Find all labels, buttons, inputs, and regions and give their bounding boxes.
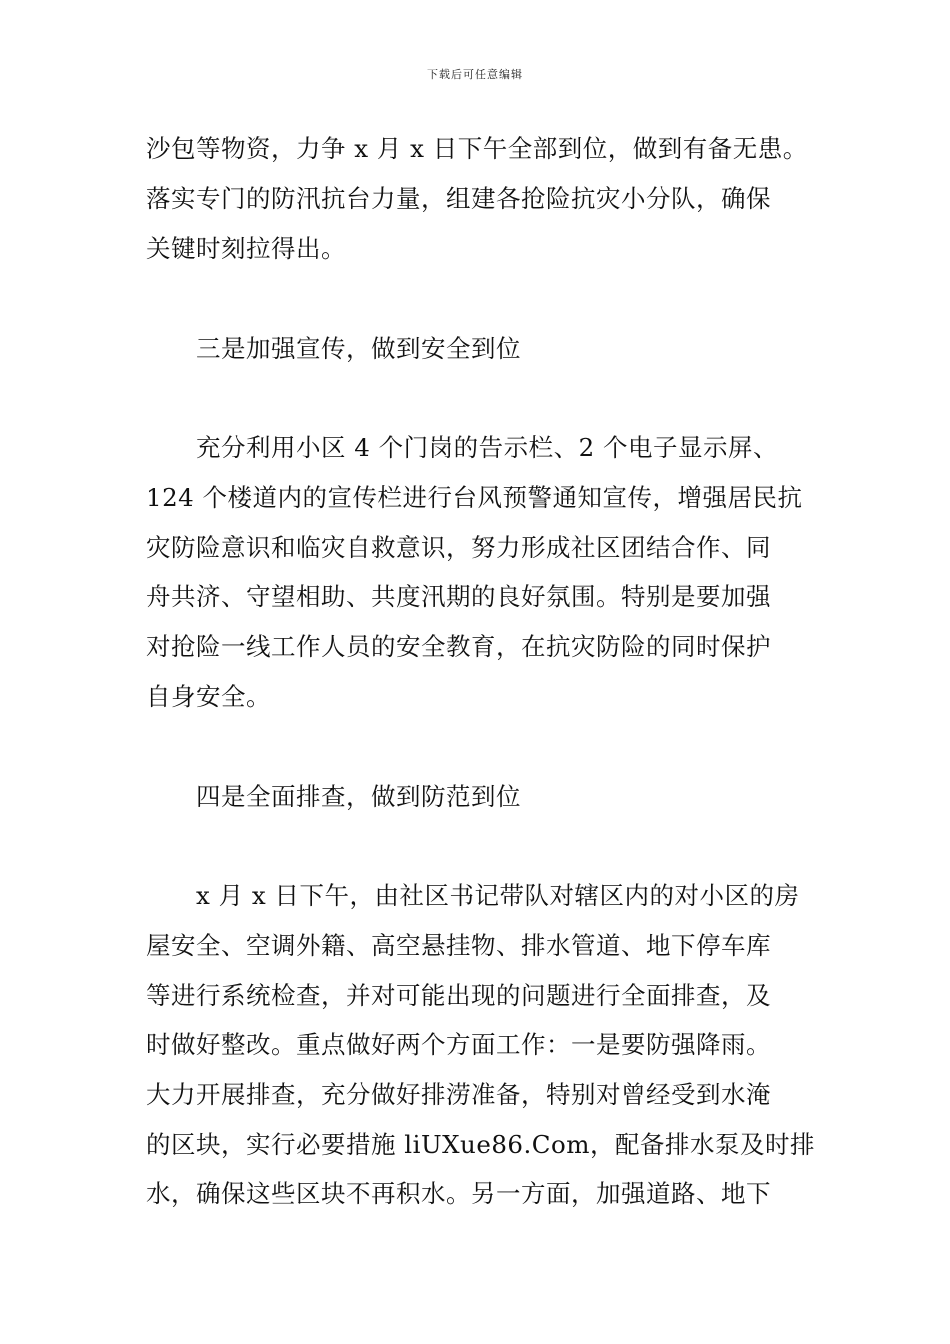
paragraph-line: 灾防险意识和临灾自救意识，努力形成社区团结合作、同 bbox=[146, 533, 771, 562]
paragraph-line: 沙包等物资，力争 x 月 x 日下午全部到位，做到有备无患。 bbox=[146, 134, 808, 163]
paragraph-line: 对抢险一线工作人员的安全教育，在抗灾防险的同时保护 bbox=[146, 632, 771, 661]
paragraph-line: 充分利用小区 4 个门岗的告示栏、2 个电子显示屏、 bbox=[196, 433, 779, 462]
paragraph-line: x 月 x 日下午，由社区书记带队对辖区内的对小区的房 bbox=[196, 881, 800, 910]
paragraph-line: 舟共济、守望相助、共度汛期的良好氛围。特别是要加强 bbox=[146, 582, 771, 611]
paragraph-line: 落实专门的防汛抗台力量，组建各抢险抗灾小分队，确保 bbox=[146, 184, 771, 213]
paragraph-line: 水，确保这些区块不再积水。另一方面，加强道路、地下 bbox=[146, 1179, 771, 1208]
paragraph-line: 大力开展排查，充分做好排涝准备，特别对曾经受到水淹 bbox=[146, 1080, 771, 1109]
paragraph-line: 关键时刻拉得出。 bbox=[146, 234, 346, 263]
page-header: 下载后可任意编辑 bbox=[427, 68, 523, 81]
paragraph-line: 124 个楼道内的宣传栏进行台风预警通知宣传，增强居民抗 bbox=[146, 483, 803, 512]
paragraph-line: 时做好整改。重点做好两个方面工作：一是要防强降雨。 bbox=[146, 1030, 771, 1059]
paragraph-line: 自身安全。 bbox=[146, 682, 271, 711]
section-heading: 四是全面排查，做到防范到位 bbox=[196, 782, 521, 811]
paragraph-line: 屋安全、空调外籍、高空悬挂物、排水管道、地下停车库 bbox=[146, 931, 771, 960]
paragraph-line: 等进行系统检查，并对可能出现的问题进行全面排查，及 bbox=[146, 981, 771, 1010]
paragraph-line: 的区块，实行必要措施 liUXue86.Com，配备排水泵及时排 bbox=[146, 1130, 816, 1159]
section-heading: 三是加强宣传，做到安全到位 bbox=[196, 334, 521, 363]
